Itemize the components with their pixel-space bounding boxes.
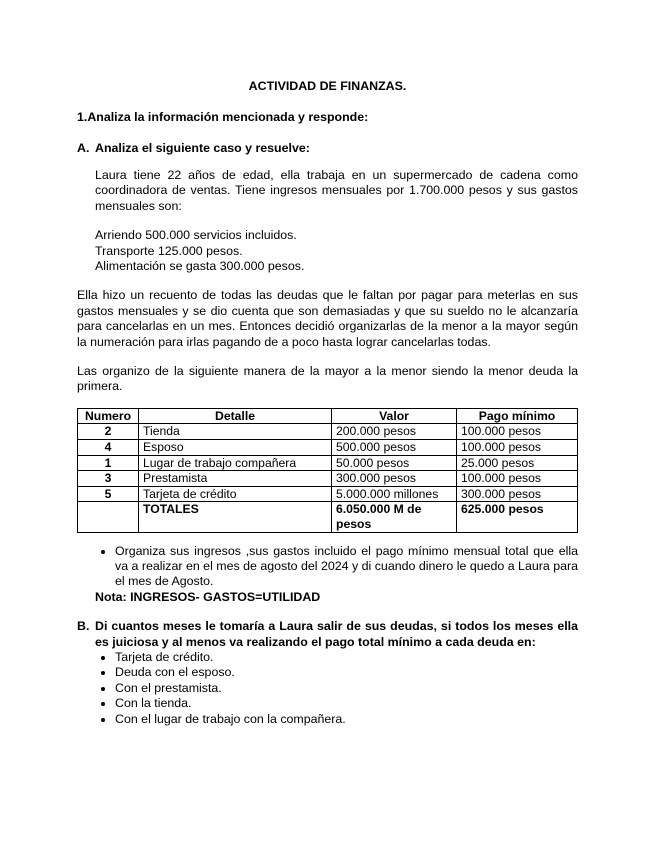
header-detalle: Detalle [139,408,332,424]
totals-row [78,502,578,532]
section-1-heading: 1.Analiza la información mencionada y responde: [77,110,369,124]
formula-note: Nota: INGRESOS- GASTOS=UTILIDAD [95,589,321,604]
section-a-label: A. [77,141,90,155]
debts-table [77,408,578,533]
order-paragraph: Las organizo de la siguiente manera de la mayor a la menor siendo la menor deuda la primera. [77,364,578,394]
header-valor: Valor [332,408,457,424]
table-header-row [78,408,578,424]
section-b-label: B. [77,619,90,634]
expense-item: Transporte 125.000 pesos. [95,243,243,258]
cell-empty [78,502,139,532]
list-item: • Organiza sus ingresos ,sus gastos incluido el pago mínimo mensual total que ella va a realizar en el mes de agosto del 2024 y di cuando dinero le quedo a Laura para el mes de Agosto. [115,544,578,590]
cell-numero: 5 [78,486,139,502]
section-b-heading [77,619,578,650]
cell-detalle: Esposo [139,440,332,456]
header-pago-minimo: Pago mínimo [457,408,578,424]
cell-valor: 200.000 pesos [332,424,457,440]
table-row [78,440,578,456]
cell-valor: 5.000.000 millones [332,486,457,502]
cell-numero: 4 [78,440,139,456]
case-block [77,168,578,274]
cell-detalle: Tarjeta de crédito [139,486,332,502]
cell-pago: 100.000 pesos [457,440,578,456]
totals-valor: 6.050.000 M de pesos [332,502,457,532]
list-item: • Con el prestamista. [115,681,578,696]
debt-question-list [77,650,578,727]
section-b-text: Di cuantos meses le tomaría a Laura salir de sus deudas, si todos los meses ella es juiciosa y al menos va realizando el pago total mínimo a cada deuda en: [95,619,578,649]
cell-valor: 50.000 pesos [332,455,457,471]
table-row [78,486,578,502]
totals-label: TOTALES [139,502,332,532]
section-a-text: Analiza el siguiente caso y resuelve: [95,141,310,155]
cell-numero: 2 [78,424,139,440]
cell-numero: 3 [78,471,139,487]
list-item: • Deuda con el esposo. [115,665,578,680]
table-row [78,471,578,487]
cell-detalle: Lugar de trabajo compañera [139,455,332,471]
list-item: • Con el lugar de trabajo con la compañera. [115,712,578,727]
header-numero: Numero [78,408,139,424]
table-row [78,424,578,440]
cell-valor: 500.000 pesos [332,440,457,456]
cell-valor: 300.000 pesos [332,471,457,487]
document-title: ACTIVIDAD DE FINANZAS. [248,79,407,93]
instruction-list [77,544,578,590]
table-row [78,455,578,471]
cell-detalle: Prestamista [139,471,332,487]
list-item: • Con la tienda. [115,696,578,711]
cell-pago: 100.000 pesos [457,471,578,487]
cell-pago: 25.000 pesos [457,455,578,471]
section-a-heading [77,140,578,156]
expense-item: Arriendo 500.000 servicios incluidos. [95,228,297,243]
debts-paragraph: Ella hizo un recuento de todas las deudas que le faltan por pagar para meterlas en sus gastos mensuales y se dio cuenta que son demasiadas y que su sueldo no le alcanzaría para cancelarlas en un mes. Entonces decidió organizarlas de la menor a la mayor según la numeración para irlas pagando de a poco hasta lograr cancelarlas todas. [77,288,578,349]
expense-item: Alimentación se gasta 300.000 pesos. [95,259,305,274]
case-paragraph: Laura tiene 22 años de edad, ella trabaja en un supermercado de cadena como coordinadora de ventas. Tiene ingresos mensuales por 1.700.000 pesos y sus gastos mensuales son: [95,168,578,213]
list-item: • Tarjeta de crédito. [115,650,578,665]
cell-pago: 300.000 pesos [457,486,578,502]
cell-detalle: Tienda [139,424,332,440]
cell-numero: 1 [78,455,139,471]
totals-pago: 625.000 pesos [457,502,578,532]
cell-pago: 100.000 pesos [457,424,578,440]
